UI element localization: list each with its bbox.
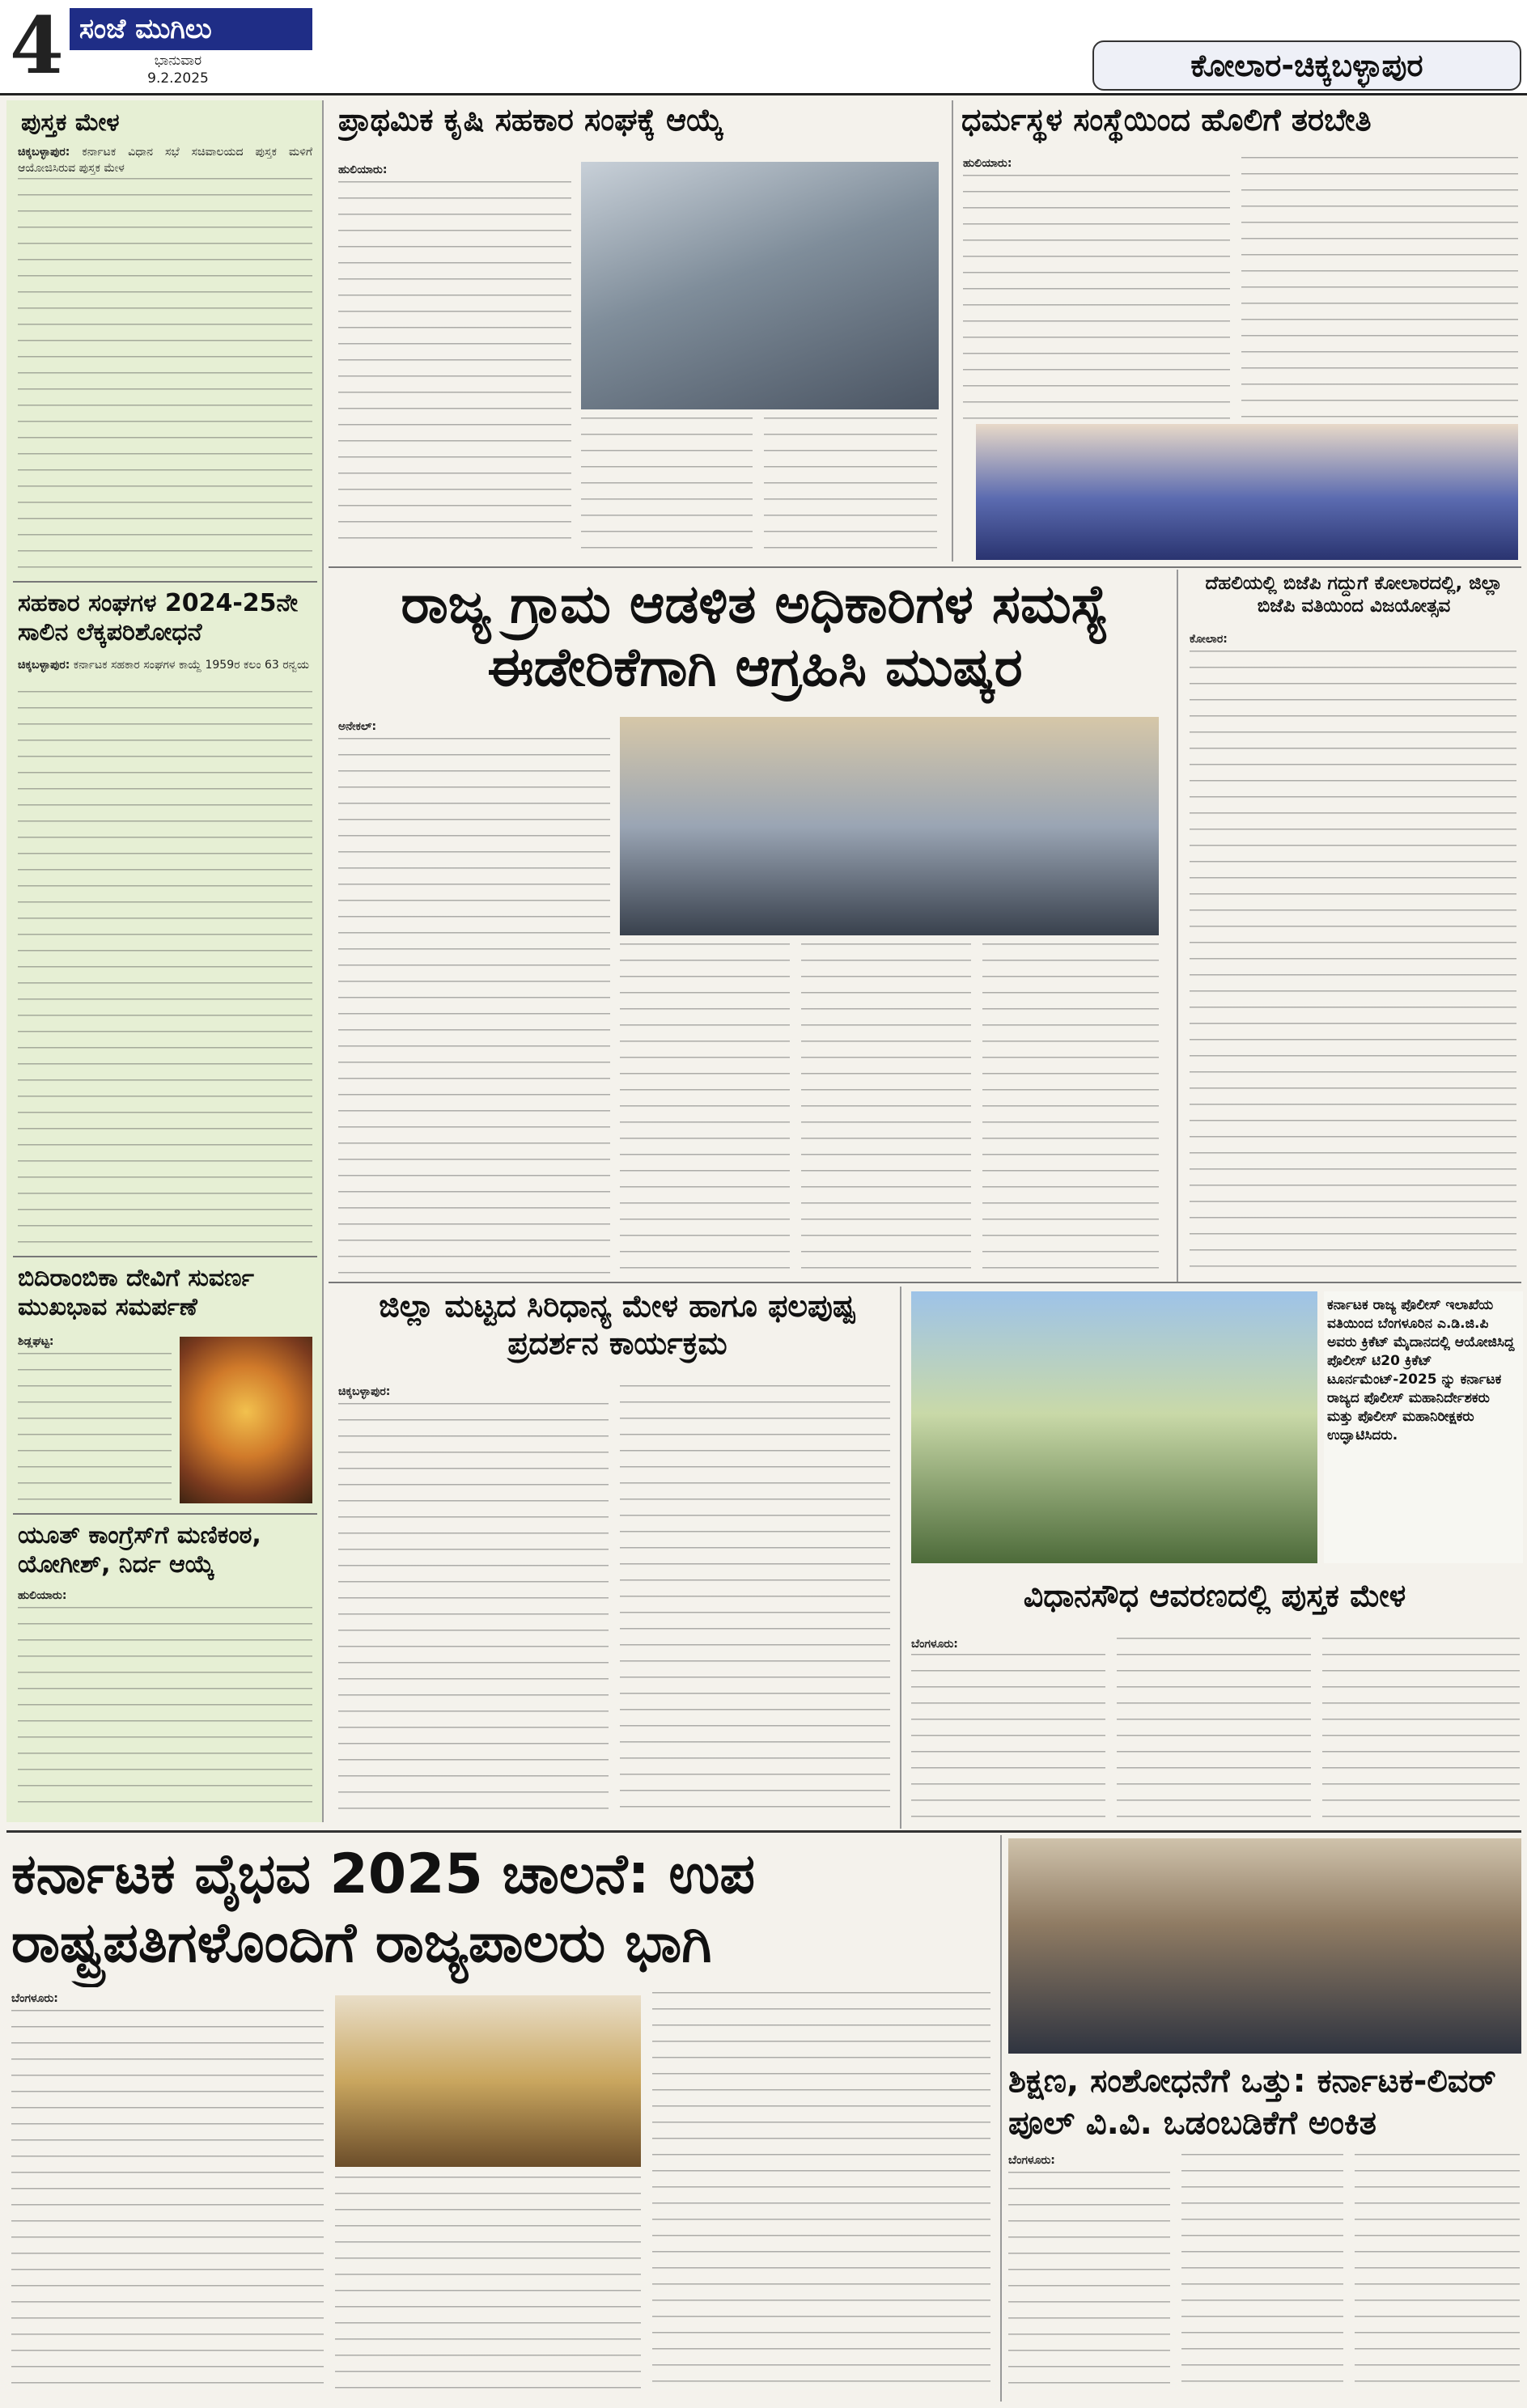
liverpool-mou-body-1 bbox=[1008, 2172, 1170, 2397]
issue-date: 9.2.2025 bbox=[147, 70, 209, 87]
millet-fair-body-1 bbox=[338, 1403, 609, 1822]
coop-society-dateline: ಹುಲಿಯಾರು: bbox=[338, 163, 388, 176]
divider bbox=[900, 1287, 901, 1829]
story4-dateline: ಹುಲಿಯಾರು: bbox=[18, 1589, 67, 1602]
coop-society-body-2 bbox=[581, 418, 753, 553]
story4-lead bbox=[18, 1588, 312, 1605]
story1-body bbox=[18, 178, 312, 574]
karnataka-vaibhava-dateline: ಬೆಂಗಳೂರು: bbox=[11, 1992, 58, 2005]
lead-story-body-4 bbox=[982, 943, 1159, 1277]
vidhana-soudha-body-1 bbox=[911, 1654, 1105, 1822]
divider bbox=[6, 1830, 1521, 1833]
story2-lead bbox=[18, 657, 312, 689]
divider bbox=[13, 1256, 317, 1257]
karnataka-vaibhava-body-2 bbox=[335, 2177, 641, 2397]
police-cricket-caption: ಕರ್ನಾಟಕ ರಾಜ್ಯ ಪೊಲೀಸ್ ಇಲಾಖೆಯ ವತಿಯಿಂದ ಬೆಂಗಳೂರಿನ ಎ.ಡಿ.ಜಿ.ಪಿ ಅವರು ಕ್ರಿಕೆಟ್ ಮೈದಾನದಲ್ಲಿ ಆಯೋಜಿಸಿದ್ದ ಪೊಲೀಸ್ ಟಿ20 ಕ್ರಿಕೆಟ್ ಟೂರ್ನಮೆಂಟ್-2025 ನ್ನು ಕರ್ನಾಟಕ ರಾಜ್ಯದ ಪೊಲೀಸ್ ಮಹಾನಿರ್ದೇಶಕರು ಮತ್ತು ಪೊಲೀಸ್ ಮಹಾನಿರೀಕ್ಷಕರು ಉದ್ಘಾಟಿಸಿದರು. bbox=[1327, 1297, 1515, 1444]
divider bbox=[329, 1282, 1521, 1283]
divider bbox=[13, 581, 317, 583]
liverpool-mou-body-2 bbox=[1181, 2154, 1343, 2397]
liverpool-mou-body-3 bbox=[1355, 2154, 1520, 2397]
karnataka-vaibhava-headline: ಕರ್ನಾಟಕ ವೈಭವ 2025 ಚಾಲನೆ: ಉಪ ರಾಷ್ಟ್ರಪತಿಗಳೊಂದಿಗೆ ರಾಜ್ಯಪಾಲರು ಭಾಗಿ bbox=[11, 1842, 755, 1975]
story3-body bbox=[18, 1353, 172, 1507]
coop-society-headline: ಪ್ರಾಥಮಿಕ ಕೃಷಿ ಸಹಕಾರ ಸಂಘಕ್ಕೆ ಆಯ್ಕೆ bbox=[338, 102, 723, 138]
lead-story-dateline: ಅನೇಕಲ್: bbox=[338, 720, 377, 733]
liverpool-mou-headline: ಶಿಕ್ಷಣ, ಸಂಶೋಧನೆಗೆ ಒತ್ತು: ಕರ್ನಾಟಕ-ಲಿವರ್ ಪೂಲ್ ವಿ.ವಿ. ಒಡಂಬಡಿಕೆಗೆ ಅಂಕಿತ bbox=[1008, 2062, 1496, 2142]
karnataka-vaibhava-body-3 bbox=[652, 1992, 990, 2397]
coop-society-lead bbox=[338, 162, 571, 180]
story2-body bbox=[18, 691, 312, 1249]
divider bbox=[1177, 570, 1178, 1282]
story2-lead-text: ಕರ್ನಾಟಕ ಸಹಕಾರ ಸಂಘಗಳ ಕಾಯ್ದೆ 1959ರ ಕಲಂ 63 ರನ್ವಯ bbox=[73, 659, 309, 672]
sewing-training-headline: ಧರ್ಮಸ್ಥಳ ಸಂಸ್ಥೆಯಿಂದ ಹೊಲಿಗೆ ತರಬೇತಿ bbox=[961, 102, 1372, 138]
lead-story-headline: ರಾಜ್ಯ ಗ್ರಾಮ ಆಡಳಿತ ಅಧಿಕಾರಿಗಳ ಸಮಸ್ಯೆ ಈಡೇರಿಕೆಗಾಗಿ ಆಗ್ರಹಿಸಿ ಮುಷ್ಕರ bbox=[401, 573, 1109, 698]
sewing-training-lead bbox=[963, 155, 1230, 173]
lead-story-body-3 bbox=[801, 943, 971, 1277]
issue-day: ಭಾನುವಾರ bbox=[154, 53, 202, 69]
story1-lead-text: ಕರ್ನಾಟಕ ವಿಧಾನ ಸಭೆ ಸಚಿವಾಲಯದ ಪುಸ್ತಕ ಮಳಿಗೆ ಆಯೋಜಿಸಿರುವ ಪುಸ್ತಕ ಮೇಳ bbox=[18, 146, 312, 175]
vidhana-soudha-dateline: ಬೆಂಗಳೂರು: bbox=[911, 1638, 958, 1651]
divider bbox=[952, 100, 953, 562]
story1-headline: ಪುಸ್ತಕ ಮೇಳ bbox=[21, 108, 120, 137]
story3-lead bbox=[18, 1333, 172, 1351]
coop-society-body-3 bbox=[764, 418, 937, 553]
coop-society-body-1 bbox=[338, 181, 571, 553]
millet-fair-lead bbox=[338, 1384, 609, 1401]
paper-name: ಸಂಜೆ ಮುಗಿಲು bbox=[79, 13, 212, 45]
deity-photo bbox=[180, 1337, 312, 1503]
vidhana-soudha-body-3 bbox=[1322, 1638, 1520, 1822]
lead-story-body-2 bbox=[620, 943, 790, 1277]
sewing-training-body-2 bbox=[1241, 157, 1518, 421]
sewing-training-dateline: ಹುಲಿಯಾರು: bbox=[963, 157, 1012, 170]
vidhana-soudha-headline: ವಿಧಾನಸೌಧ ಆವರಣದಲ್ಲಿ ಪುಸ್ತಕ ಮೇಳ bbox=[1023, 1578, 1406, 1613]
liverpool-mou-photo bbox=[1008, 1838, 1521, 2054]
story2-dateline: ಚಿಕ್ಕಬಳ್ಳಾಪುರ: bbox=[18, 659, 70, 672]
story4-headline: ಯೂತ್ ಕಾಂಗ್ರೆಸ್‌ಗೆ ಮಣಿಕಂಠ, ಯೋಗೀಶ್, ನಿರ್ದ ಆಯ್ಕೆ bbox=[18, 1521, 261, 1579]
karnataka-vaibhava-photo bbox=[335, 1995, 641, 2167]
millet-fair-headline: ಜಿಲ್ಲಾ ಮಟ್ಟದ ಸಿರಿಧಾನ್ಯ ಮೇಳ ಹಾಗೂ ಫಲಪುಷ್ಪ ಪ್ರದರ್ಶನ ಕಾರ್ಯಕ್ರಮ bbox=[379, 1288, 856, 1361]
police-cricket-caption-box bbox=[1324, 1291, 1523, 1563]
story4-body bbox=[18, 1607, 312, 1811]
vidhana-soudha-lead bbox=[911, 1636, 1105, 1654]
divider bbox=[329, 566, 1521, 568]
karnataka-vaibhava-body-1 bbox=[11, 2010, 324, 2397]
issue-dateline bbox=[97, 52, 259, 92]
page-number: 4 bbox=[10, 2, 64, 91]
story3-dateline: ಶಿಡ್ಲಘಟ್ಟ: bbox=[18, 1335, 54, 1348]
sewing-training-body-1 bbox=[963, 175, 1230, 421]
divider bbox=[1000, 1835, 1002, 2402]
liverpool-mou-lead bbox=[1008, 2152, 1170, 2170]
paper-logo bbox=[70, 8, 312, 50]
millet-fair-dateline: ಚಿಕ್ಕಬಳ್ಳಾಪುರ: bbox=[338, 1385, 391, 1398]
karnataka-vaibhava-lead bbox=[11, 1990, 324, 2008]
lead-story-lead bbox=[338, 719, 610, 736]
sewing-training-photo bbox=[976, 424, 1518, 560]
story1-dateline: ಚಿಕ್ಕಬಳ್ಳಾಪುರ: bbox=[18, 146, 70, 159]
liverpool-mou-dateline: ಬೆಂಗಳೂರು: bbox=[1008, 2154, 1055, 2167]
divider bbox=[13, 1513, 317, 1515]
vidhana-soudha-body-2 bbox=[1117, 1638, 1311, 1822]
millet-fair-body-2 bbox=[620, 1385, 890, 1822]
bjp-celebration-dateline: ಕೋಲಾರ: bbox=[1190, 633, 1228, 646]
story1-lead bbox=[18, 144, 312, 176]
police-cricket-photo bbox=[911, 1291, 1317, 1563]
coop-society-photo bbox=[581, 162, 939, 409]
lead-story-photo bbox=[620, 717, 1159, 935]
lead-story-body-1 bbox=[338, 738, 610, 1277]
bjp-celebration-headline: ದೆಹಲಿಯಲ್ಲಿ ಬಿಜೆಪಿ ಗದ್ದುಗೆ ಕೋಲಾರದಲ್ಲಿ, ಜಿಲ್ಲಾ ಬಿಜೆಪಿ ವತಿಯಿಂದ ವಿಜಯೋತ್ಸವ bbox=[1205, 573, 1503, 617]
region-banner: ಕೋಲಾರ-ಚಿಕ್ಕಬಳ್ಳಾಪುರ bbox=[1092, 40, 1521, 91]
story2-headline: ಸಹಕಾರ ಸಂಘಗಳ 2024-25ನೇ ಸಾಲಿನ ಲೆಕ್ಕಪರಿಶೋಧನೆ bbox=[18, 589, 299, 647]
bjp-celebration-body bbox=[1190, 651, 1516, 1277]
story3-headline: ಬಿದಿರಾಂಬಿಕಾ ದೇವಿಗೆ ಸುವರ್ಣ ಮುಖಭಾವ ಸಮರ್ಪಣೆ bbox=[18, 1264, 254, 1321]
bjp-celebration-lead bbox=[1190, 631, 1516, 649]
